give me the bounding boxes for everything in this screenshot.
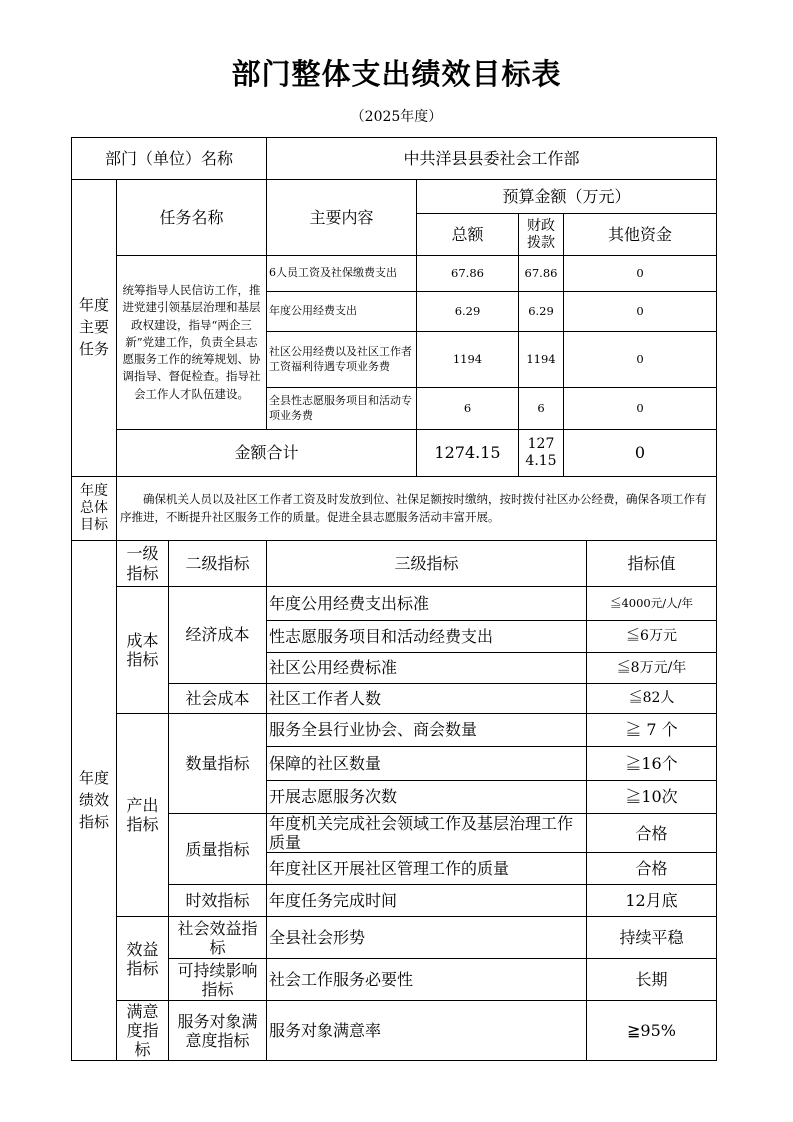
- tasks-header-row: [72, 180, 717, 214]
- task-content: 社区公用经费以及社区工作者工资福利待遇专项业务费: [267, 332, 417, 388]
- task-other: 0: [564, 256, 717, 292]
- l1-header: 一级指标: [117, 541, 169, 587]
- indicator-value: ≧ 7 个: [587, 714, 717, 747]
- cost-indicator-l1: 成本指标: [117, 587, 169, 714]
- indicator-name: 年度社区开展社区管理工作的质量: [267, 853, 587, 885]
- sustainability-l2: 可持续影响指标: [169, 959, 267, 1001]
- overall-goal-label: 年度总体目标: [72, 477, 117, 541]
- task-total: 67.86: [417, 256, 519, 292]
- content-header: 主要内容: [267, 180, 417, 256]
- indicator-name: 性志愿服务项目和活动经费支出: [267, 621, 587, 653]
- task-fiscal: 6: [519, 388, 564, 430]
- task-total: 1194: [417, 332, 519, 388]
- page-title: 部门整体支出绩效目标表: [231, 57, 562, 91]
- indicator-name: 全县社会形势: [267, 917, 587, 959]
- task-total: 6.29: [417, 292, 519, 332]
- indicator-value: ≦82人: [587, 684, 717, 714]
- indicator-name: 社会工作服务必要性: [267, 959, 587, 1001]
- indicator-name: 年度机关完成社会领域工作及基层治理工作质量: [267, 814, 587, 853]
- indicator-name: 服务对象满意率: [267, 1001, 587, 1061]
- overall-goal-text: 确保机关人员以及社区工作者工资及时发放到位、社保足额按时缴纳，按时拨付社区办公经费，确保各项工作有序推进，不断提升社区服务工作的质量。促进全县志愿服务活动丰富开展。: [117, 477, 717, 541]
- indicator-value: ≧16个: [587, 747, 717, 781]
- l3-header: 三级指标: [267, 541, 587, 587]
- indicator-value: 12月底: [587, 885, 717, 917]
- indicator-value: 合格: [587, 853, 717, 885]
- indicator-row: [72, 714, 717, 747]
- indicator-name: 年度公用经费支出标准: [267, 587, 587, 621]
- annual-tasks-label: 年度主要任务: [72, 180, 117, 477]
- task-other: 0: [564, 388, 717, 430]
- indicator-name: 社区工作者人数: [267, 684, 587, 714]
- satisfaction-l2: 服务对象满意度指标: [169, 1001, 267, 1061]
- indicator-value: 长期: [587, 959, 717, 1001]
- overall-goal-row: [72, 477, 717, 541]
- task-row: [72, 256, 717, 292]
- indicator-name: 开展志愿服务次数: [267, 781, 587, 814]
- output-indicator-l1: 产出指标: [117, 714, 169, 917]
- indicators-label: 年度绩效指标: [72, 541, 117, 1061]
- social-cost-l2: 社会成本: [169, 684, 267, 714]
- indicator-value: ≧10次: [587, 781, 717, 814]
- indicator-name: 社区公用经费标准: [267, 653, 587, 684]
- indicator-value: ≦6万元: [587, 621, 717, 653]
- sum-label: 金额合计: [117, 430, 417, 477]
- satisfaction-indicator-l1: 满意度指标: [117, 1001, 169, 1061]
- timeliness-l2: 时效指标: [169, 885, 267, 917]
- indicator-row: [72, 587, 717, 621]
- task-fiscal: 67.86: [519, 256, 564, 292]
- indicator-value: ≧95%: [587, 1001, 717, 1061]
- value-header: 指标值: [587, 541, 717, 587]
- task-name-header: 任务名称: [117, 180, 267, 256]
- dept-label: 部门（单位）名称: [72, 138, 267, 180]
- performance-table: [71, 137, 717, 1061]
- quantity-l2: 数量指标: [169, 714, 267, 814]
- task-content: 全县性志愿服务项目和活动专项业务费: [267, 388, 417, 430]
- indicator-row: [72, 917, 717, 959]
- dept-row: [72, 138, 717, 180]
- fiscal-header: 财政拨款: [519, 214, 564, 256]
- indicator-name: 保障的社区数量: [267, 747, 587, 781]
- l2-header: 二级指标: [169, 541, 267, 587]
- indicator-row: [72, 959, 717, 1001]
- total-header: 总额: [417, 214, 519, 256]
- task-content: 年度公用经费支出: [267, 292, 417, 332]
- indicator-row: [72, 814, 717, 853]
- quality-l2: 质量指标: [169, 814, 267, 885]
- other-header: 其他资金: [564, 214, 717, 256]
- sum-other: 0: [564, 430, 717, 477]
- indicator-row: [72, 1001, 717, 1061]
- social-benefit-l2: 社会效益指标: [169, 917, 267, 959]
- task-other: 0: [564, 332, 717, 388]
- indicator-row: [72, 885, 717, 917]
- benefit-indicator-l1: 效益指标: [117, 917, 169, 1001]
- sum-fiscal: 1274.15: [519, 430, 564, 477]
- economic-cost-l2: 经济成本: [169, 587, 267, 684]
- task-fiscal: 1194: [519, 332, 564, 388]
- dept-value: 中共洋县县委社会工作部: [267, 138, 717, 180]
- indicator-value: 合格: [587, 814, 717, 853]
- task-fiscal: 6.29: [519, 292, 564, 332]
- sum-total: 1274.15: [417, 430, 519, 477]
- indicator-value: ≦8万元/年: [587, 653, 717, 684]
- task-total: 6: [417, 388, 519, 430]
- indicator-row: [72, 684, 717, 714]
- indicators-header-row: [72, 541, 717, 587]
- indicator-value: 持续平稳: [587, 917, 717, 959]
- report-year: （2025年度）: [350, 109, 443, 125]
- task-content: 6人员工资及社保缴费支出: [267, 256, 417, 292]
- indicator-name: 服务全县行业协会、商会数量: [267, 714, 587, 747]
- budget-header: 预算金额（万元）: [417, 180, 717, 214]
- sum-row: [72, 430, 717, 477]
- indicator-value: ≦4000元/人/年: [587, 587, 717, 621]
- task-other: 0: [564, 292, 717, 332]
- task-name: 统筹指导人民信访工作，推进党建引领基层治理和基层政权建设，指导“两企三新”党建工作，负责全县志愿服务工作的统筹规划、协调指导、督促检查。指导社会工作人才队伍建设。: [117, 256, 267, 430]
- indicator-name: 年度任务完成时间: [267, 885, 587, 917]
